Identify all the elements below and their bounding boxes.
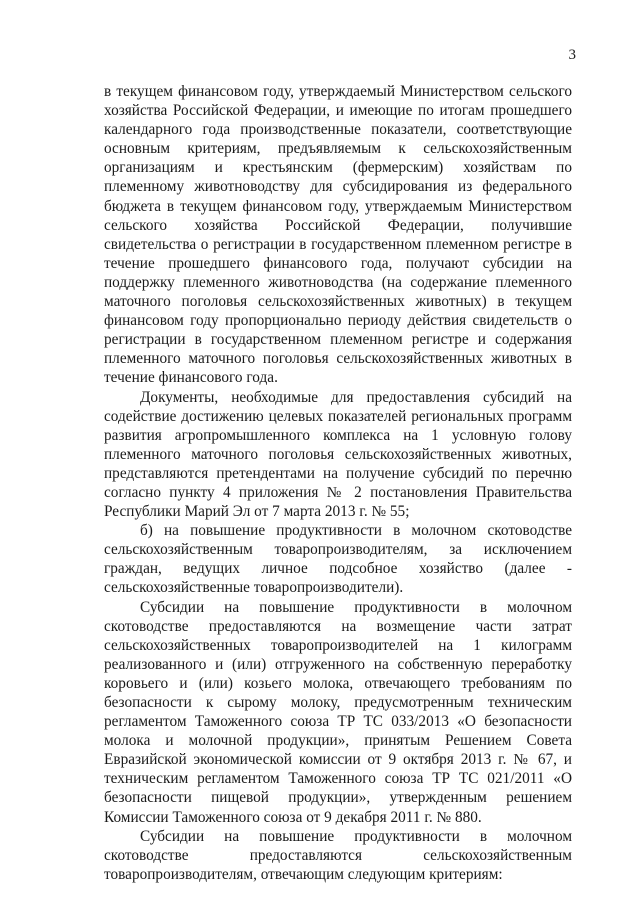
page-number: 3 [568,47,576,63]
document-body [104,82,572,884]
paragraph: Субсидии на повышение продуктивности в молочном скотоводстве предоставляются на возмещение части затрат сельскохозяйственных товаропроизводителей на 1 килограмм реализованного и (или) отгруженного на собственную переработку коровьего и (или) козьего молока, отвечающего требованиям по безопасности к сырому молоку, предусмотренным техническим регламентом Таможенного союза ТР ТС 033/2013 «О безопасности молока и молочной продукции», принятым Решением Совета Евразийской экономической комиссии от 9 октября 2013 г. № 67, и техническим регламентом Таможенного союза ТР ТС 021/2011 «О безопасности пищевой продукции», утвержденным решением Комиссии Таможенного союза от 9 декабря 2011 г. № 880. [104,598,572,826]
paragraph: Документы, необходимые для предоставления субсидий на содействие достижению целевых показателей региональных программ развития агропромышленного комплекса на 1 условную голову племенного маточного поголовья сельскохозяйственных животных, представляются претендентами на получение субсидий по перечню согласно пункту 4 приложения № 2 постановления Правительства Республики Марий Эл от 7 марта 2013 г. № 55; [104,388,572,521]
paragraph: Субсидии на повышение продуктивности в молочном скотоводстве предоставляются сельскохозяйственным товаропроизводителям, отвечающим следующим критериям: [104,827,572,883]
paragraph: б) на повышение продуктивности в молочном скотоводстве сельскохозяйственным товаропроизводителям, за исключением граждан, ведущих личное подсобное хозяйство (далее - сельскохозяйственные товаропроизводители). [104,522,572,597]
paragraph: в текущем финансовом году, утверждаемый Министерством сельского хозяйства Российской Федерации, и имеющие по итогам прошедшего календарного года производственные показатели, соответствующие основным критериям, предъявляемым к сельскохозяйственным организациям и крестьянским (фермерским) хозяйствам по племенному животноводству для субсидирования из федерального бюджета в текущем финансовом году, утверждаемым Министерством сельского хозяйства Российской Федерации, получившие свидетельства о регистрации в государственном племенном регистре в течение прошедшего финансового года, получают субсидии на поддержку племенного животноводства (на содержание племенного маточного поголовья сельскохозяйственных животных) в текущем финансовом году пропорционально периоду действия свидетельств о регистрации в государственном племенном регистре и содержания племенного маточного поголовья сельскохозяйственных животных в течение финансового года. [104,83,572,387]
